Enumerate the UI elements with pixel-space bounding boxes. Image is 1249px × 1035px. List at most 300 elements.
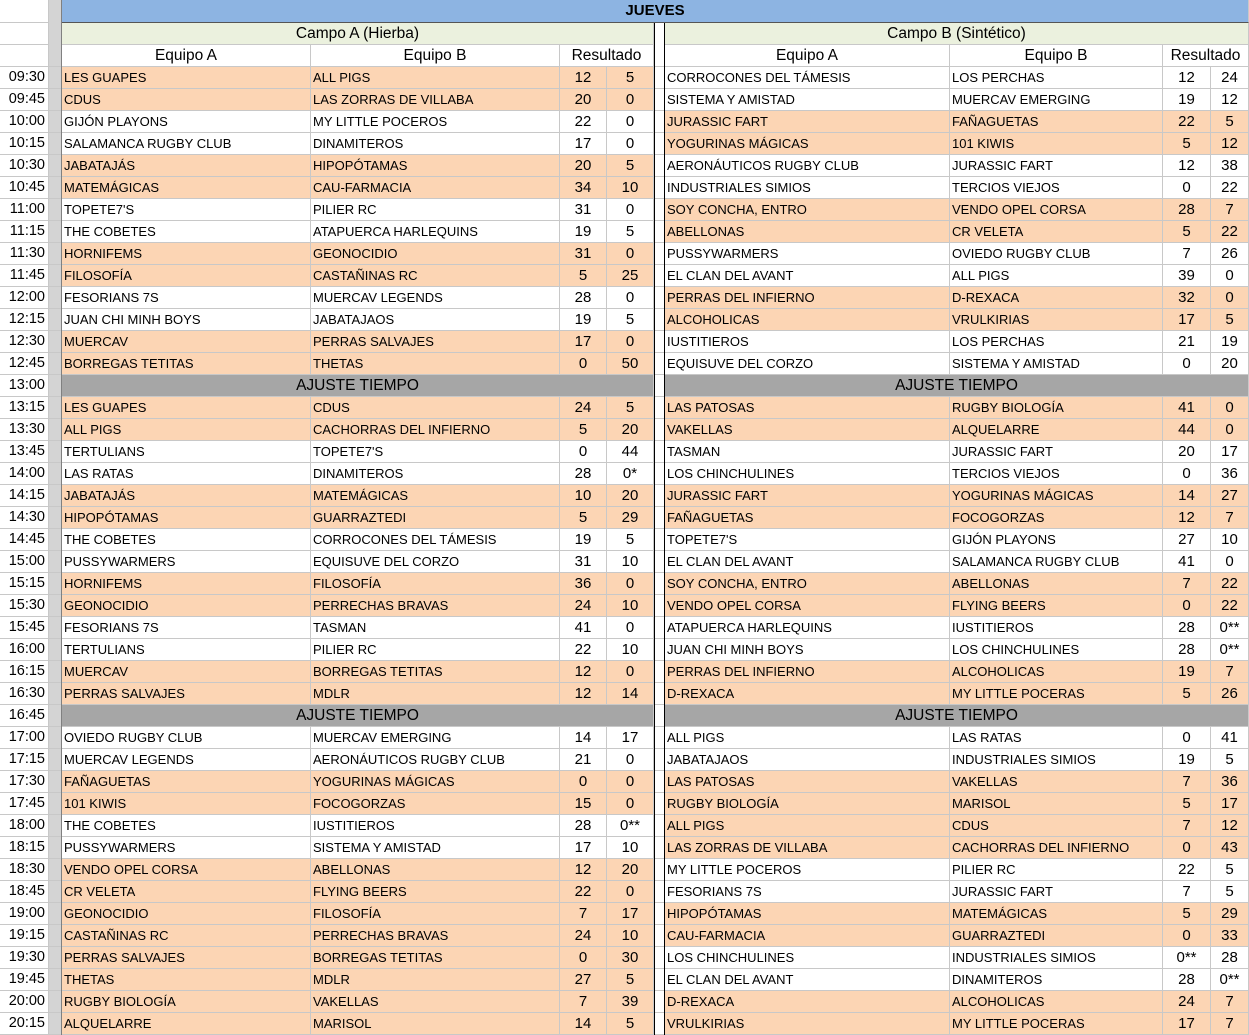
score-b-cell[interactable]: 0 [607, 661, 654, 683]
score-a-cell[interactable]: 7 [560, 991, 607, 1013]
team-a-cell[interactable]: LAS PATOSAS [665, 771, 950, 793]
score-b-cell[interactable]: 5 [1211, 859, 1249, 881]
team-b-cell[interactable]: VAKELLAS [950, 771, 1163, 793]
score-a-cell[interactable]: 17 [1163, 1013, 1211, 1035]
team-a-cell[interactable]: EL CLAN DEL AVANT [665, 551, 950, 573]
row-header-cell[interactable] [0, 45, 49, 67]
score-b-cell[interactable]: 5 [607, 67, 654, 89]
team-a-cell[interactable]: LOS CHINCHULINES [665, 463, 950, 485]
team-b-cell[interactable]: FLYING BEERS [950, 595, 1163, 617]
score-a-cell[interactable]: 0 [1163, 463, 1211, 485]
time-cell[interactable]: 17:15 [0, 749, 49, 771]
team-b-cell[interactable]: TERCIOS VIEJOS [950, 463, 1163, 485]
team-b-cell[interactable]: LOS CHINCHULINES [950, 639, 1163, 661]
time-cell[interactable]: 17:00 [0, 727, 49, 749]
team-a-cell[interactable]: GIJÓN PLAYONS [62, 111, 311, 133]
team-b-cell[interactable]: FILOSOFÍA [311, 903, 560, 925]
team-b-cell[interactable]: FOCOGORZAS [950, 507, 1163, 529]
team-b-cell[interactable]: MATEMÁGICAS [311, 485, 560, 507]
time-cell[interactable]: 15:15 [0, 573, 49, 595]
team-a-cell[interactable]: INDUSTRIALES SIMIOS [665, 177, 950, 199]
team-a-cell[interactable]: MUERCAV [62, 331, 311, 353]
team-a-cell[interactable]: CAU-FARMACIA [665, 925, 950, 947]
team-a-cell[interactable]: ALL PIGS [665, 727, 950, 749]
team-b-cell[interactable]: GUARRAZTEDI [950, 925, 1163, 947]
team-b-cell[interactable]: ABELLONAS [950, 573, 1163, 595]
team-b-cell[interactable]: ALL PIGS [311, 67, 560, 89]
score-a-cell[interactable]: 12 [1163, 507, 1211, 529]
time-cell[interactable]: 19:15 [0, 925, 49, 947]
score-a-cell[interactable]: 21 [560, 749, 607, 771]
time-cell[interactable]: 12:00 [0, 287, 49, 309]
team-b-cell[interactable]: JURASSIC FART [950, 155, 1163, 177]
time-cell[interactable]: 20:15 [0, 1013, 49, 1035]
score-b-cell[interactable]: 0 [607, 771, 654, 793]
score-b-cell[interactable]: 5 [1211, 111, 1249, 133]
time-cell[interactable]: 12:15 [0, 309, 49, 331]
score-b-cell[interactable]: 7 [1211, 1013, 1249, 1035]
team-b-cell[interactable]: YOGURINAS MÁGICAS [311, 771, 560, 793]
time-cell[interactable]: 16:15 [0, 661, 49, 683]
team-b-cell[interactable]: GEONOCIDIO [311, 243, 560, 265]
team-a-cell[interactable]: D-REXACA [665, 991, 950, 1013]
team-a-cell[interactable]: ALQUELARRE [62, 1013, 311, 1035]
score-a-cell[interactable]: 27 [1163, 529, 1211, 551]
score-a-cell[interactable]: 28 [1163, 617, 1211, 639]
score-a-cell[interactable]: 5 [1163, 133, 1211, 155]
team-b-cell[interactable]: TERCIOS VIEJOS [950, 177, 1163, 199]
team-a-cell[interactable]: SOY CONCHA, ENTRO [665, 573, 950, 595]
team-a-cell[interactable]: PERRAS SALVAJES [62, 947, 311, 969]
team-b-cell[interactable]: MY LITTLE POCEROS [311, 111, 560, 133]
score-b-cell[interactable]: 36 [1211, 771, 1249, 793]
time-cell[interactable]: 11:30 [0, 243, 49, 265]
team-a-cell[interactable]: MY LITTLE POCEROS [665, 859, 950, 881]
time-cell[interactable]: 10:30 [0, 155, 49, 177]
team-b-cell[interactable]: CDUS [311, 397, 560, 419]
team-a-cell[interactable]: FESORIANS 7S [62, 287, 311, 309]
score-b-cell[interactable]: 5 [607, 309, 654, 331]
team-a-cell[interactable]: THE COBETES [62, 529, 311, 551]
team-b-cell[interactable]: LAS RATAS [950, 727, 1163, 749]
score-a-cell[interactable]: 0 [1163, 353, 1211, 375]
score-b-cell[interactable]: 5 [607, 1013, 654, 1035]
team-a-cell[interactable]: JABATAJÁS [62, 485, 311, 507]
score-b-cell[interactable]: 0** [1211, 969, 1249, 991]
time-cell[interactable]: 10:15 [0, 133, 49, 155]
team-a-cell[interactable]: PUSSYWARMERS [62, 551, 311, 573]
score-a-cell[interactable]: 17 [560, 133, 607, 155]
team-a-cell[interactable]: MUERCAV LEGENDS [62, 749, 311, 771]
score-b-cell[interactable]: 22 [1211, 573, 1249, 595]
score-a-cell[interactable]: 19 [1163, 661, 1211, 683]
score-b-cell[interactable]: 5 [607, 221, 654, 243]
score-a-cell[interactable]: 12 [560, 683, 607, 705]
score-a-cell[interactable]: 19 [560, 529, 607, 551]
time-cell[interactable]: 19:00 [0, 903, 49, 925]
team-b-cell[interactable]: ALQUELARRE [950, 419, 1163, 441]
score-a-cell[interactable]: 0 [1163, 595, 1211, 617]
team-b-cell[interactable]: TASMAN [311, 617, 560, 639]
score-a-cell[interactable]: 17 [1163, 309, 1211, 331]
score-a-cell[interactable]: 12 [560, 859, 607, 881]
score-b-cell[interactable]: 0 [607, 243, 654, 265]
team-a-cell[interactable]: HORNIFEMS [62, 243, 311, 265]
time-cell[interactable]: 15:30 [0, 595, 49, 617]
score-b-cell[interactable]: 0 [1211, 397, 1249, 419]
score-a-cell[interactable]: 19 [1163, 749, 1211, 771]
team-b-cell[interactable]: MDLR [311, 683, 560, 705]
score-b-cell[interactable]: 22 [1211, 595, 1249, 617]
score-a-cell[interactable]: 0 [1163, 925, 1211, 947]
team-a-cell[interactable]: AERONÁUTICOS RUGBY CLUB [665, 155, 950, 177]
score-b-cell[interactable]: 0** [607, 815, 654, 837]
score-b-cell[interactable]: 7 [1211, 661, 1249, 683]
score-b-cell[interactable]: 36 [1211, 463, 1249, 485]
time-cell[interactable]: 13:15 [0, 397, 49, 419]
score-a-cell[interactable]: 22 [560, 881, 607, 903]
score-b-cell[interactable]: 5 [1211, 749, 1249, 771]
team-b-cell[interactable]: MUERCAV EMERGING [311, 727, 560, 749]
team-a-cell[interactable]: SALAMANCA RUGBY CLUB [62, 133, 311, 155]
score-b-cell[interactable]: 26 [1211, 683, 1249, 705]
team-b-cell[interactable]: 101 KIWIS [950, 133, 1163, 155]
team-b-cell[interactable]: DINAMITEROS [311, 133, 560, 155]
team-b-cell[interactable]: JABATAJAOS [311, 309, 560, 331]
team-b-cell[interactable]: DINAMITEROS [950, 969, 1163, 991]
team-a-cell[interactable]: GEONOCIDIO [62, 595, 311, 617]
time-cell[interactable]: 13:45 [0, 441, 49, 463]
score-a-cell[interactable]: 22 [560, 639, 607, 661]
score-b-cell[interactable]: 7 [1211, 991, 1249, 1013]
team-a-cell[interactable]: RUGBY BIOLOGÍA [665, 793, 950, 815]
team-b-cell[interactable]: RUGBY BIOLOGÍA [950, 397, 1163, 419]
score-b-cell[interactable]: 0 [607, 573, 654, 595]
team-a-cell[interactable]: GEONOCIDIO [62, 903, 311, 925]
score-a-cell[interactable]: 0 [1163, 177, 1211, 199]
team-a-cell[interactable]: HORNIFEMS [62, 573, 311, 595]
score-a-cell[interactable]: 7 [1163, 771, 1211, 793]
score-a-cell[interactable]: 5 [560, 265, 607, 287]
time-cell[interactable]: 16:30 [0, 683, 49, 705]
team-a-cell[interactable]: FESORIANS 7S [665, 881, 950, 903]
score-b-cell[interactable]: 0 [607, 287, 654, 309]
time-cell[interactable]: 11:15 [0, 221, 49, 243]
team-b-cell[interactable]: HIPOPÓTAMAS [311, 155, 560, 177]
time-cell[interactable]: 11:45 [0, 265, 49, 287]
time-cell[interactable]: 16:45 [0, 705, 49, 727]
score-a-cell[interactable]: 21 [1163, 331, 1211, 353]
score-b-cell[interactable]: 20 [607, 419, 654, 441]
team-a-cell[interactable]: HIPOPÓTAMAS [665, 903, 950, 925]
score-b-cell[interactable]: 10 [607, 837, 654, 859]
score-a-cell[interactable]: 5 [1163, 683, 1211, 705]
score-b-cell[interactable]: 0 [607, 89, 654, 111]
score-b-cell[interactable]: 5 [607, 529, 654, 551]
team-a-cell[interactable]: LAS PATOSAS [665, 397, 950, 419]
team-b-cell[interactable]: FAÑAGUETAS [950, 111, 1163, 133]
team-b-cell[interactable]: FILOSOFÍA [311, 573, 560, 595]
team-a-cell[interactable]: LES GUAPES [62, 67, 311, 89]
time-cell[interactable]: 18:15 [0, 837, 49, 859]
team-a-cell[interactable]: THE COBETES [62, 815, 311, 837]
team-a-cell[interactable]: BORREGAS TETITAS [62, 353, 311, 375]
team-b-cell[interactable]: JURASSIC FART [950, 441, 1163, 463]
score-a-cell[interactable]: 28 [560, 815, 607, 837]
team-b-cell[interactable]: IUSTITIEROS [311, 815, 560, 837]
time-cell[interactable]: 12:45 [0, 353, 49, 375]
score-a-cell[interactable]: 22 [1163, 111, 1211, 133]
team-b-cell[interactable]: PERRAS SALVAJES [311, 331, 560, 353]
team-b-cell[interactable]: LOS PERCHAS [950, 331, 1163, 353]
team-a-cell[interactable]: D-REXACA [665, 683, 950, 705]
score-a-cell[interactable]: 12 [1163, 155, 1211, 177]
score-b-cell[interactable]: 5 [1211, 881, 1249, 903]
score-a-cell[interactable]: 5 [560, 419, 607, 441]
team-a-cell[interactable]: PERRAS SALVAJES [62, 683, 311, 705]
score-a-cell[interactable]: 12 [560, 661, 607, 683]
score-a-cell[interactable]: 31 [560, 551, 607, 573]
score-a-cell[interactable]: 0 [1163, 837, 1211, 859]
team-a-cell[interactable]: RUGBY BIOLOGÍA [62, 991, 311, 1013]
score-a-cell[interactable]: 5 [1163, 903, 1211, 925]
score-a-cell[interactable]: 14 [560, 727, 607, 749]
score-a-cell[interactable]: 27 [560, 969, 607, 991]
score-b-cell[interactable]: 5 [607, 155, 654, 177]
score-a-cell[interactable]: 10 [560, 485, 607, 507]
score-a-cell[interactable]: 20 [560, 155, 607, 177]
time-cell[interactable]: 17:30 [0, 771, 49, 793]
team-a-cell[interactable]: LOS CHINCHULINES [665, 947, 950, 969]
time-cell[interactable]: 14:00 [0, 463, 49, 485]
score-a-cell[interactable]: 5 [1163, 221, 1211, 243]
score-a-cell[interactable]: 24 [1163, 991, 1211, 1013]
team-b-cell[interactable]: MUERCAV LEGENDS [311, 287, 560, 309]
team-b-cell[interactable]: CR VELETA [950, 221, 1163, 243]
team-a-cell[interactable]: JABATAJÁS [62, 155, 311, 177]
score-a-cell[interactable]: 0 [560, 771, 607, 793]
team-a-cell[interactable]: TASMAN [665, 441, 950, 463]
score-a-cell[interactable]: 0 [560, 947, 607, 969]
team-b-cell[interactable]: LAS ZORRAS DE VILLABA [311, 89, 560, 111]
score-a-cell[interactable]: 22 [1163, 859, 1211, 881]
score-a-cell[interactable]: 7 [560, 903, 607, 925]
score-b-cell[interactable]: 5 [607, 969, 654, 991]
team-a-cell[interactable]: SISTEMA Y AMISTAD [665, 89, 950, 111]
team-a-cell[interactable]: CR VELETA [62, 881, 311, 903]
score-b-cell[interactable]: 0 [607, 793, 654, 815]
time-cell[interactable]: 20:00 [0, 991, 49, 1013]
time-cell[interactable]: 14:45 [0, 529, 49, 551]
team-b-cell[interactable]: ALCOHOLICAS [950, 661, 1163, 683]
team-b-cell[interactable]: JURASSIC FART [950, 881, 1163, 903]
score-b-cell[interactable]: 10 [607, 639, 654, 661]
score-b-cell[interactable]: 38 [1211, 155, 1249, 177]
team-b-cell[interactable]: CDUS [950, 815, 1163, 837]
team-b-cell[interactable]: D-REXACA [950, 287, 1163, 309]
team-a-cell[interactable]: PUSSYWARMERS [62, 837, 311, 859]
score-b-cell[interactable]: 33 [1211, 925, 1249, 947]
score-b-cell[interactable]: 12 [1211, 89, 1249, 111]
score-b-cell[interactable]: 30 [607, 947, 654, 969]
team-a-cell[interactable]: PUSSYWARMERS [665, 243, 950, 265]
team-a-cell[interactable]: TOPETE7'S [665, 529, 950, 551]
score-a-cell[interactable]: 17 [560, 837, 607, 859]
team-b-cell[interactable]: MATEMÁGICAS [950, 903, 1163, 925]
time-cell[interactable]: 12:30 [0, 331, 49, 353]
team-a-cell[interactable]: IUSTITIEROS [665, 331, 950, 353]
team-b-cell[interactable]: DINAMITEROS [311, 463, 560, 485]
team-b-cell[interactable]: PILIER RC [950, 859, 1163, 881]
score-b-cell[interactable]: 28 [1211, 947, 1249, 969]
score-a-cell[interactable]: 28 [1163, 639, 1211, 661]
score-b-cell[interactable]: 10 [1211, 529, 1249, 551]
team-b-cell[interactable]: MY LITTLE POCERAS [950, 1013, 1163, 1035]
team-a-cell[interactable]: THETAS [62, 969, 311, 991]
team-a-cell[interactable]: ALL PIGS [665, 815, 950, 837]
score-b-cell[interactable]: 19 [1211, 331, 1249, 353]
score-b-cell[interactable]: 0 [1211, 287, 1249, 309]
score-a-cell[interactable]: 15 [560, 793, 607, 815]
team-a-cell[interactable]: ABELLONAS [665, 221, 950, 243]
team-a-cell[interactable]: MATEMÁGICAS [62, 177, 311, 199]
team-a-cell[interactable]: EL CLAN DEL AVANT [665, 265, 950, 287]
team-a-cell[interactable]: PERRAS DEL INFIERNO [665, 661, 950, 683]
score-b-cell[interactable]: 0** [1211, 617, 1249, 639]
team-a-cell[interactable]: VRULKIRIAS [665, 1013, 950, 1035]
team-b-cell[interactable]: ALCOHOLICAS [950, 991, 1163, 1013]
time-cell[interactable]: 10:45 [0, 177, 49, 199]
score-b-cell[interactable]: 27 [1211, 485, 1249, 507]
team-b-cell[interactable]: GUARRAZTEDI [311, 507, 560, 529]
score-b-cell[interactable]: 10 [607, 595, 654, 617]
score-b-cell[interactable]: 0 [607, 617, 654, 639]
team-b-cell[interactable]: CAU-FARMACIA [311, 177, 560, 199]
score-b-cell[interactable]: 0 [1211, 419, 1249, 441]
score-a-cell[interactable]: 20 [1163, 441, 1211, 463]
score-b-cell[interactable]: 0 [607, 881, 654, 903]
team-a-cell[interactable]: LES GUAPES [62, 397, 311, 419]
team-b-cell[interactable]: MDLR [311, 969, 560, 991]
team-b-cell[interactable]: IUSTITIEROS [950, 617, 1163, 639]
team-b-cell[interactable]: MARISOL [950, 793, 1163, 815]
score-b-cell[interactable]: 0** [1211, 639, 1249, 661]
team-b-cell[interactable]: BORREGAS TETITAS [311, 947, 560, 969]
score-b-cell[interactable]: 43 [1211, 837, 1249, 859]
time-cell[interactable]: 13:30 [0, 419, 49, 441]
row-header-cell[interactable] [0, 23, 49, 45]
team-a-cell[interactable]: ALL PIGS [62, 419, 311, 441]
team-b-cell[interactable]: CACHORRAS DEL INFIERNO [950, 837, 1163, 859]
team-a-cell[interactable]: TERTULIANS [62, 639, 311, 661]
score-a-cell[interactable]: 39 [1163, 265, 1211, 287]
time-cell[interactable]: 14:15 [0, 485, 49, 507]
time-cell[interactable]: 13:00 [0, 375, 49, 397]
score-b-cell[interactable]: 25 [607, 265, 654, 287]
score-b-cell[interactable]: 0* [607, 463, 654, 485]
score-a-cell[interactable]: 17 [560, 331, 607, 353]
time-cell[interactable]: 09:45 [0, 89, 49, 111]
score-a-cell[interactable]: 41 [560, 617, 607, 639]
team-b-cell[interactable]: CACHORRAS DEL INFIERNO [311, 419, 560, 441]
team-a-cell[interactable]: JUAN CHI MINH BOYS [665, 639, 950, 661]
team-a-cell[interactable]: EL CLAN DEL AVANT [665, 969, 950, 991]
team-b-cell[interactable]: PILIER RC [311, 639, 560, 661]
team-b-cell[interactable]: EQUISUVE DEL CORZO [311, 551, 560, 573]
score-b-cell[interactable]: 10 [607, 925, 654, 947]
team-a-cell[interactable]: LAS RATAS [62, 463, 311, 485]
score-b-cell[interactable]: 10 [607, 177, 654, 199]
score-a-cell[interactable]: 0 [560, 353, 607, 375]
score-b-cell[interactable]: 29 [1211, 903, 1249, 925]
team-a-cell[interactable]: HIPOPÓTAMAS [62, 507, 311, 529]
team-b-cell[interactable]: SISTEMA Y AMISTAD [950, 353, 1163, 375]
score-b-cell[interactable]: 0 [607, 199, 654, 221]
team-a-cell[interactable]: EQUISUVE DEL CORZO [665, 353, 950, 375]
score-b-cell[interactable]: 5 [607, 397, 654, 419]
score-a-cell[interactable]: 41 [1163, 551, 1211, 573]
score-b-cell[interactable]: 22 [1211, 177, 1249, 199]
team-a-cell[interactable]: 101 KIWIS [62, 793, 311, 815]
score-b-cell[interactable]: 22 [1211, 221, 1249, 243]
score-a-cell[interactable]: 22 [560, 111, 607, 133]
team-a-cell[interactable]: FAÑAGUETAS [62, 771, 311, 793]
team-a-cell[interactable]: LAS ZORRAS DE VILLABA [665, 837, 950, 859]
team-b-cell[interactable]: INDUSTRIALES SIMIOS [950, 749, 1163, 771]
team-a-cell[interactable]: CASTAÑINAS RC [62, 925, 311, 947]
score-a-cell[interactable]: 31 [560, 243, 607, 265]
row-header-cell[interactable] [0, 0, 49, 23]
team-b-cell[interactable]: MARISOL [311, 1013, 560, 1035]
score-a-cell[interactable]: 19 [1163, 89, 1211, 111]
team-a-cell[interactable]: JURASSIC FART [665, 111, 950, 133]
score-a-cell[interactable]: 32 [1163, 287, 1211, 309]
team-a-cell[interactable]: JUAN CHI MINH BOYS [62, 309, 311, 331]
score-a-cell[interactable]: 0 [1163, 727, 1211, 749]
team-b-cell[interactable]: PERRECHAS BRAVAS [311, 925, 560, 947]
team-b-cell[interactable]: INDUSTRIALES SIMIOS [950, 947, 1163, 969]
score-a-cell[interactable]: 28 [1163, 969, 1211, 991]
time-cell[interactable]: 18:00 [0, 815, 49, 837]
score-b-cell[interactable]: 12 [1211, 133, 1249, 155]
team-a-cell[interactable]: JABATAJAOS [665, 749, 950, 771]
score-b-cell[interactable]: 0 [607, 111, 654, 133]
team-b-cell[interactable]: ATAPUERCA HARLEQUINS [311, 221, 560, 243]
time-cell[interactable]: 15:00 [0, 551, 49, 573]
score-a-cell[interactable]: 19 [560, 309, 607, 331]
score-a-cell[interactable]: 7 [1163, 815, 1211, 837]
score-a-cell[interactable]: 28 [560, 287, 607, 309]
team-b-cell[interactable]: ABELLONAS [311, 859, 560, 881]
score-b-cell[interactable]: 14 [607, 683, 654, 705]
team-a-cell[interactable]: THE COBETES [62, 221, 311, 243]
score-a-cell[interactable]: 7 [1163, 573, 1211, 595]
time-cell[interactable]: 16:00 [0, 639, 49, 661]
team-a-cell[interactable]: CDUS [62, 89, 311, 111]
team-b-cell[interactable]: MUERCAV EMERGING [950, 89, 1163, 111]
team-b-cell[interactable]: ALL PIGS [950, 265, 1163, 287]
score-b-cell[interactable]: 17 [607, 727, 654, 749]
score-a-cell[interactable]: 7 [1163, 243, 1211, 265]
score-b-cell[interactable]: 0 [1211, 265, 1249, 287]
time-cell[interactable]: 10:00 [0, 111, 49, 133]
score-a-cell[interactable]: 5 [560, 507, 607, 529]
score-a-cell[interactable]: 7 [1163, 881, 1211, 903]
team-b-cell[interactable]: TOPETE7'S [311, 441, 560, 463]
score-b-cell[interactable]: 0 [607, 133, 654, 155]
score-b-cell[interactable]: 41 [1211, 727, 1249, 749]
time-cell[interactable]: 18:45 [0, 881, 49, 903]
